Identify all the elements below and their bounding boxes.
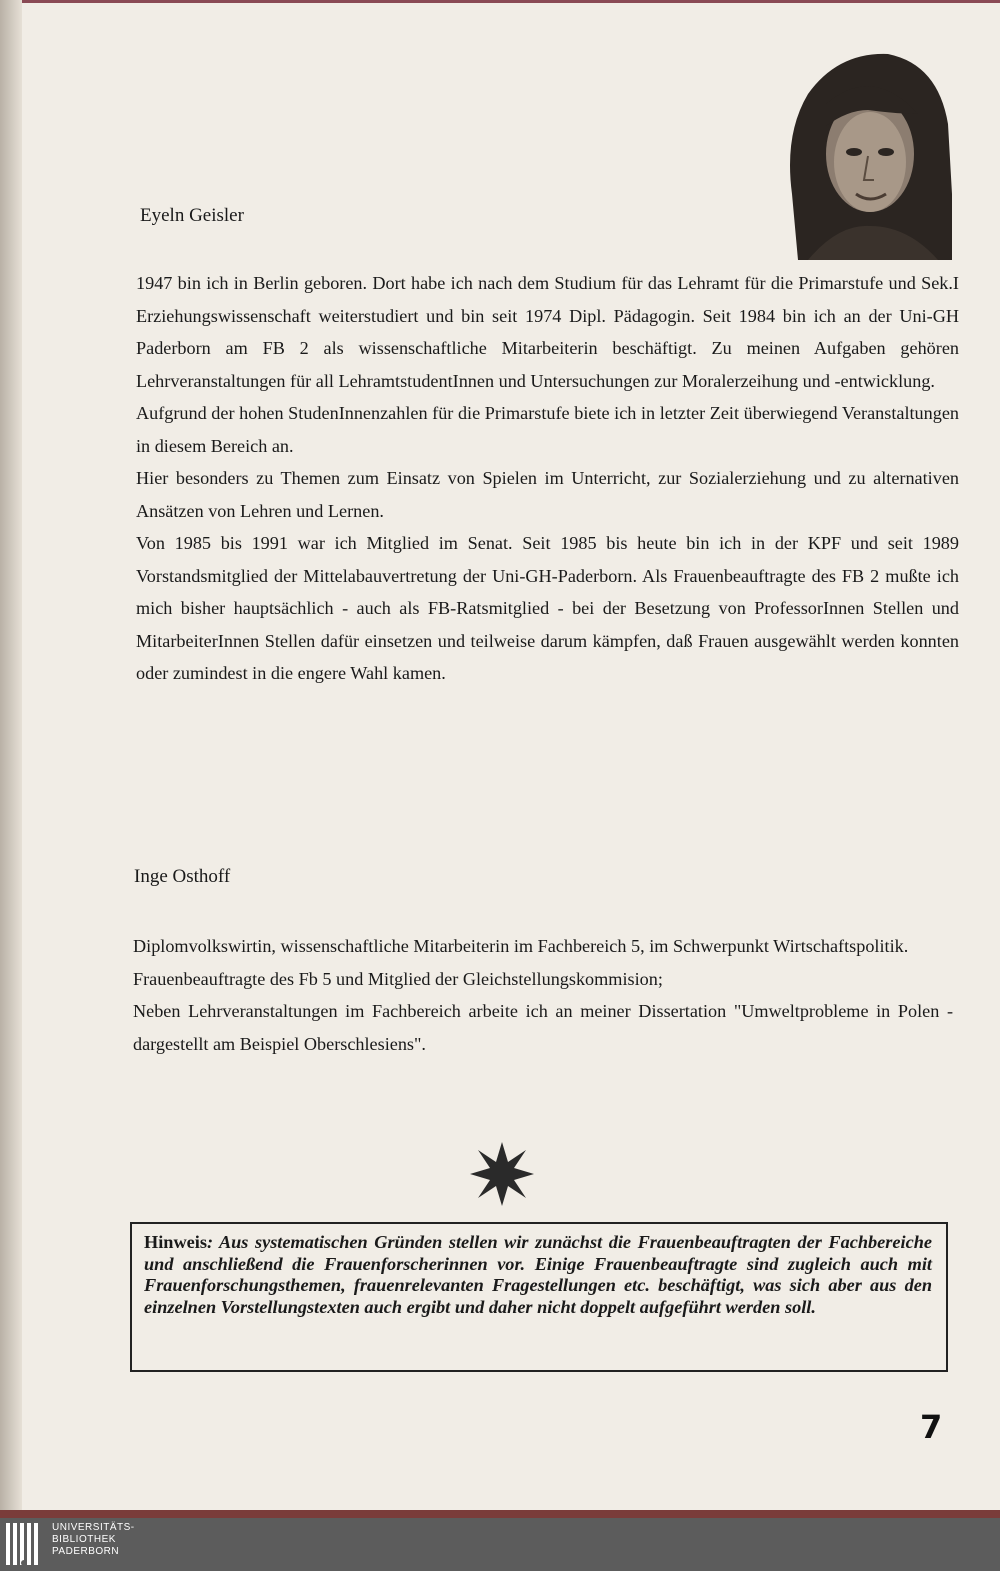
bio-osthoff <box>133 930 953 1060</box>
library-footer-bar <box>0 1518 1000 1571</box>
bio-paragraph: Hier besonders zu Themen zum Einsatz von Spielen im Unterricht, zur Sozialerziehung und zu alternativen Ansätzen von Lehren und Lernen. <box>136 468 959 521</box>
library-name-line: PADERBORN <box>52 1546 120 1557</box>
hint-text: : Aus systematischen Gründen stellen wir zunächst die Frauenbeauftragten der Fachbereiche und anschließend die Frauenforscherinnen vor. Einige Frauenbeauftragte sind zugleich auch mit Frauenforschungsthemen, frauenrelevanten Fragestellungen etc. beschäftigt, was sich aber aus den einzelnen Vorstellungstexten auch ergibt und daher nicht doppelt aufgeführt werden soll. <box>144 1232 932 1317</box>
library-name-line: UNIVERSITÄTS- <box>52 1522 135 1533</box>
book-spine <box>0 0 22 1520</box>
hint-label: Hinweis <box>144 1232 207 1252</box>
page-number: 7 <box>920 1408 943 1446</box>
library-name-line: BIBLIOTHEK <box>52 1534 116 1545</box>
bio-paragraph: Diplomvolkswirtin, wissenschaftliche Mitarbeiterin im Fachbereich 5, im Schwerpunkt Wirtschaftspolitik. <box>133 936 909 956</box>
page-top-edge <box>22 0 1000 3</box>
hint-box <box>130 1222 948 1372</box>
bio-paragraph: Frauenbeauftragte des Fb 5 und Mitglied der Gleichstellungskommision; <box>133 968 663 989</box>
library-name <box>52 1522 135 1558</box>
bio-paragraph: Von 1985 bis 1991 war ich Mitglied im Senat. Seit 1985 bis heute bin ich in der KPF und seit 1989 Vorstandsmitglied der Mittelabauvertretung der Uni-GH-Paderborn. Als Frauenbeauftragte des FB 2 mußte ich mich bisher hauptsächlich - auch als FB-Ratsmitglied - bei der Besetzung von ProfessorInnen Stellen und MitarbeiterInnen Stellen dafür einsetzen und teilweise darum kämpfen, daß Frauen ausgewählt werden konnten oder zumindest in die engere Wahl kamen. <box>136 533 959 683</box>
person-name-geisler: Eyeln Geisler <box>140 205 244 226</box>
bio-paragraph: Neben Lehrveranstaltungen im Fachbereich arbeite ich an meiner Dissertation "Umweltprobleme in Polen - dargestellt am Beispiel Oberschlesiens". <box>133 1001 953 1054</box>
bio-paragraph: 1947 bin ich in Berlin geboren. Dort habe ich nach dem Studium für das Lehramt für die Primarstufe und Sek.I Erziehungswissenschaft weiterstudiert und bin seit 1974 Dipl. Pädagogin. Seit 1984 bin ich an der Uni-GH Paderborn am FB 2 als wissenschaftliche Mitarbeiterin beschäftigt. Zu meinen Aufgaben gehören Lehrveranstaltungen für all LehramtstudentInnen und Untersuchungen zur Moralerzeihung und -entwicklung. <box>136 273 959 391</box>
portrait-photo <box>778 44 952 260</box>
person-name-osthoff: Inge Osthoff <box>134 866 231 887</box>
bio-geisler <box>136 267 959 690</box>
star-ornament-icon <box>468 1140 536 1208</box>
library-logo-icon <box>4 1521 44 1567</box>
bio-paragraph: Aufgrund der hohen StudenInnenzahlen für die Primarstufe biete ich in letzter Zeit überwiegend Veranstaltungen in diesem Bereich an. <box>136 403 959 456</box>
page-bottom-edge <box>0 1510 1000 1518</box>
